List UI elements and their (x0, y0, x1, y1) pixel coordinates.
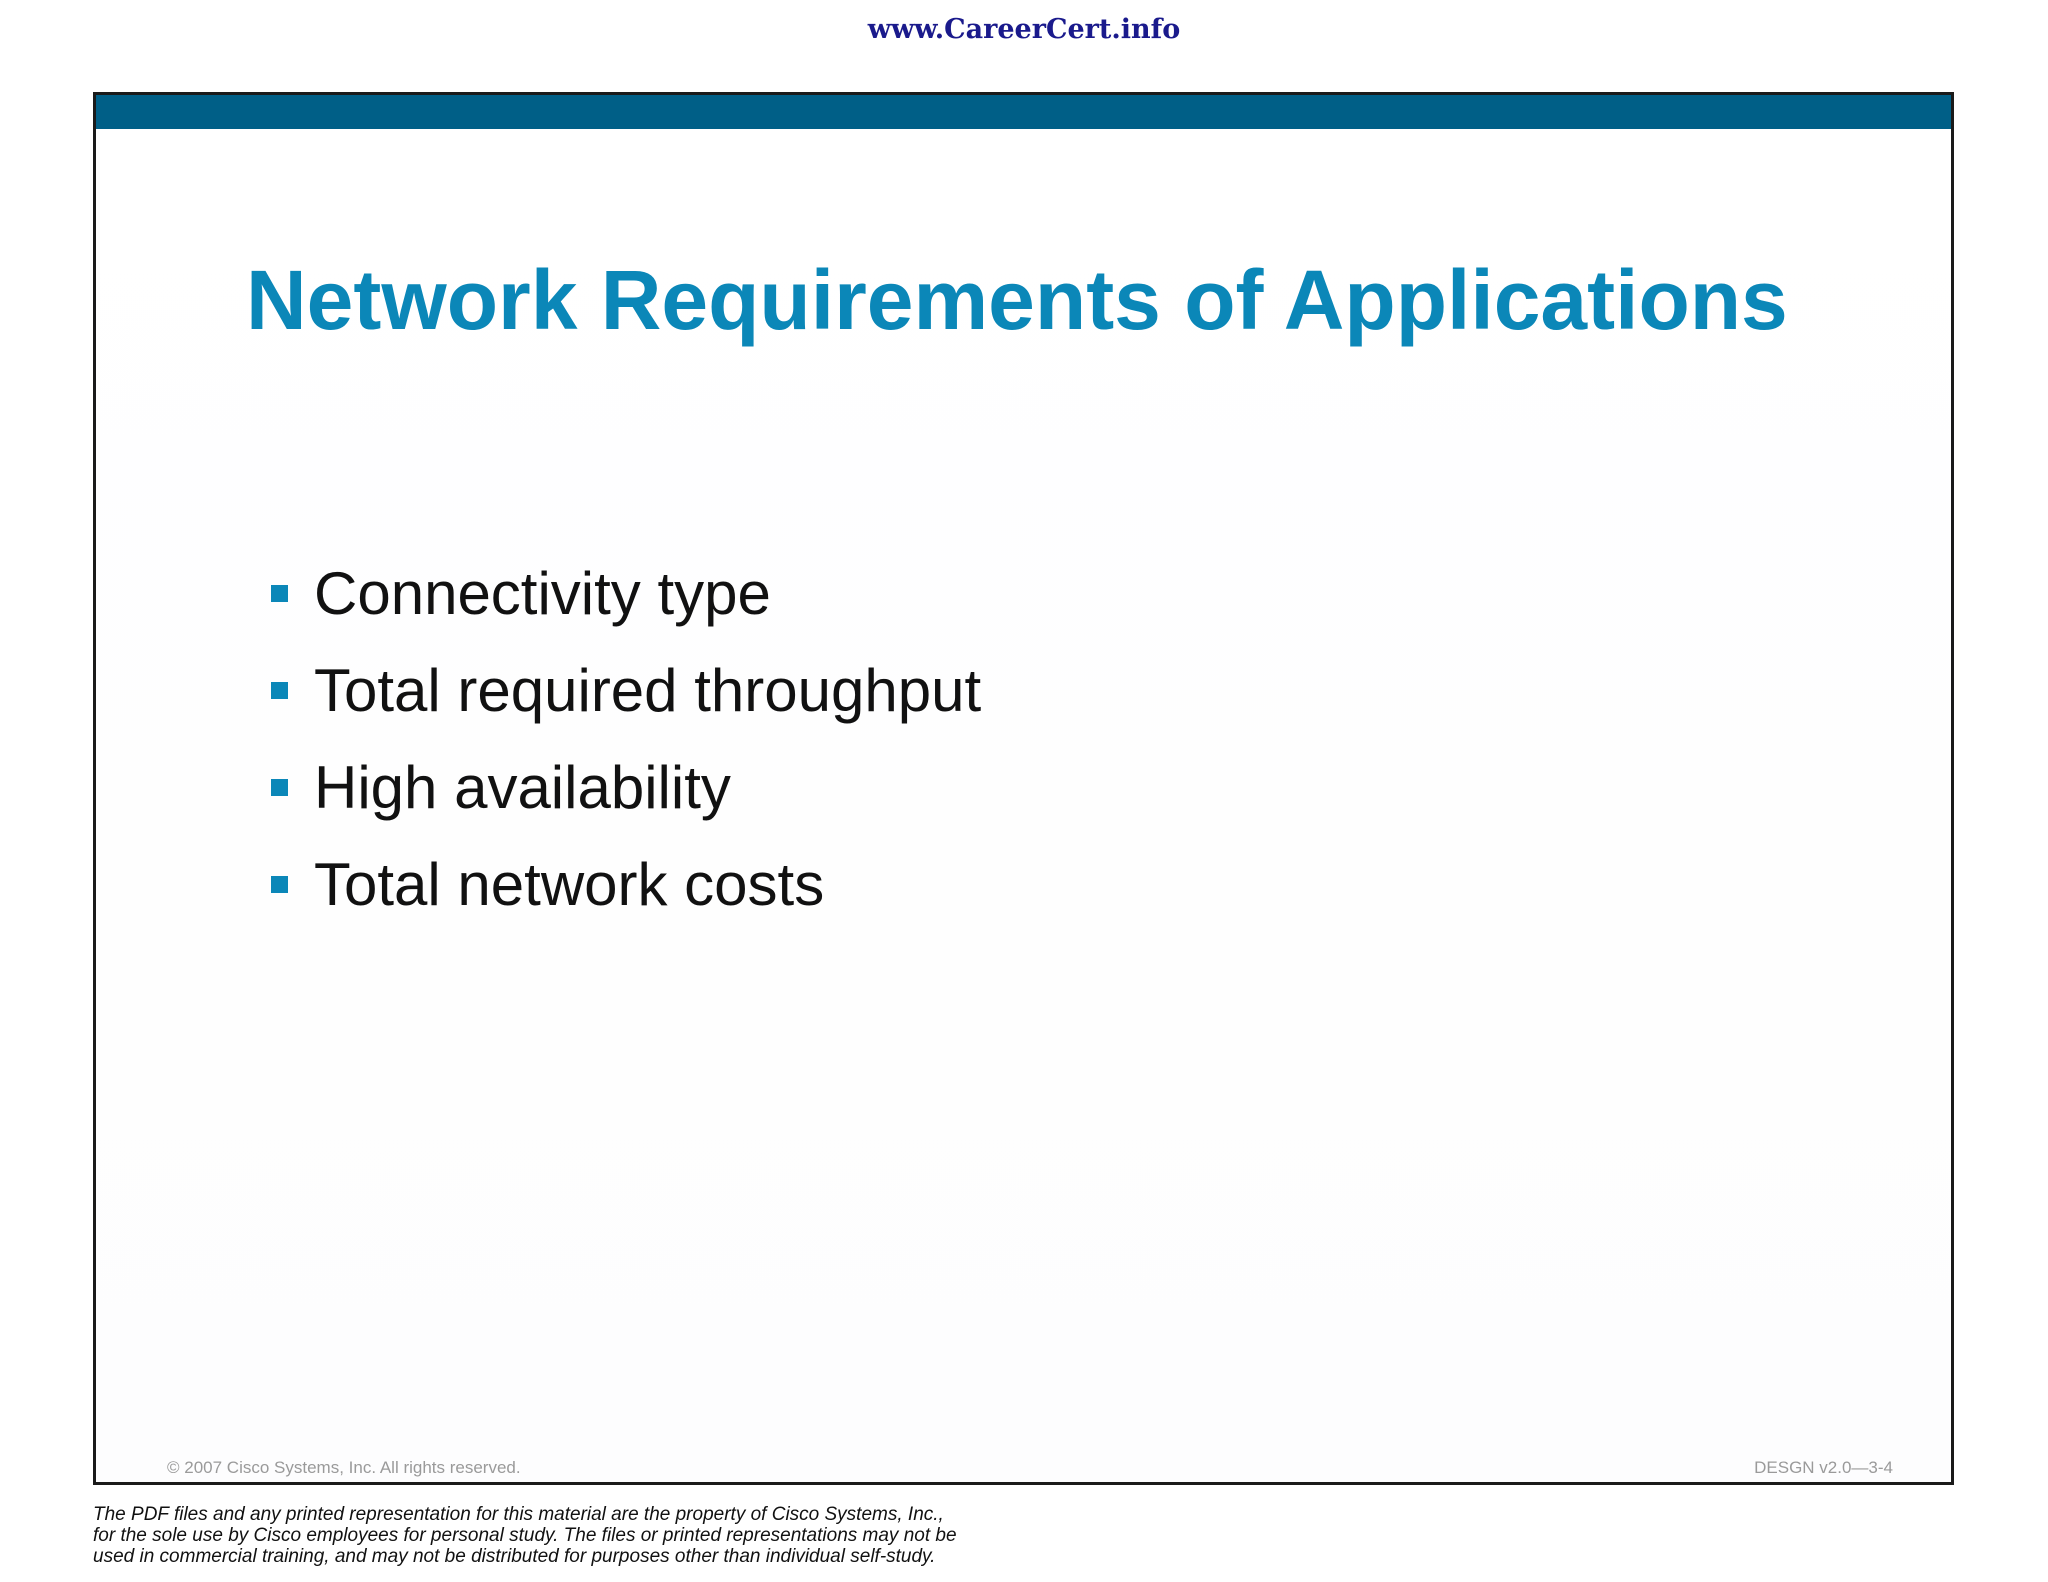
list-item (271, 836, 981, 933)
list-item (271, 739, 981, 836)
square-bullet-icon (271, 682, 288, 699)
slide (93, 92, 1954, 1485)
square-bullet-icon (271, 779, 288, 796)
bullet-text: Connectivity type (314, 560, 771, 627)
list-item (271, 642, 981, 739)
copyright-notice: © 2007 Cisco Systems, Inc. All rights reserved. (167, 1458, 521, 1477)
site-header-link[interactable]: www.CareerCert.info (867, 14, 1181, 45)
bullet-text: Total network costs (314, 851, 825, 918)
disclaimer-line: The PDF files and any printed representation for this material are the property of Cisco Systems, Inc., (93, 1504, 944, 1525)
square-bullet-icon (271, 585, 288, 602)
bullet-text: Total required throughput (314, 657, 982, 724)
slide-title: Network Requirements of Applications (246, 253, 1788, 347)
disclaimer (93, 1504, 957, 1567)
bullet-text: High availability (314, 754, 731, 821)
square-bullet-icon (271, 876, 288, 893)
list-item (271, 545, 981, 642)
course-code: DESGN v2.0—3-4 (1754, 1458, 1893, 1477)
slide-top-band (96, 95, 1951, 129)
bullet-list (271, 545, 981, 933)
disclaimer-line: used in commercial training, and may not be distributed for purposes other than individual self-study. (93, 1546, 936, 1567)
disclaimer-line: for the sole use by Cisco employees for personal study. The files or printed representations may not be (93, 1525, 957, 1546)
